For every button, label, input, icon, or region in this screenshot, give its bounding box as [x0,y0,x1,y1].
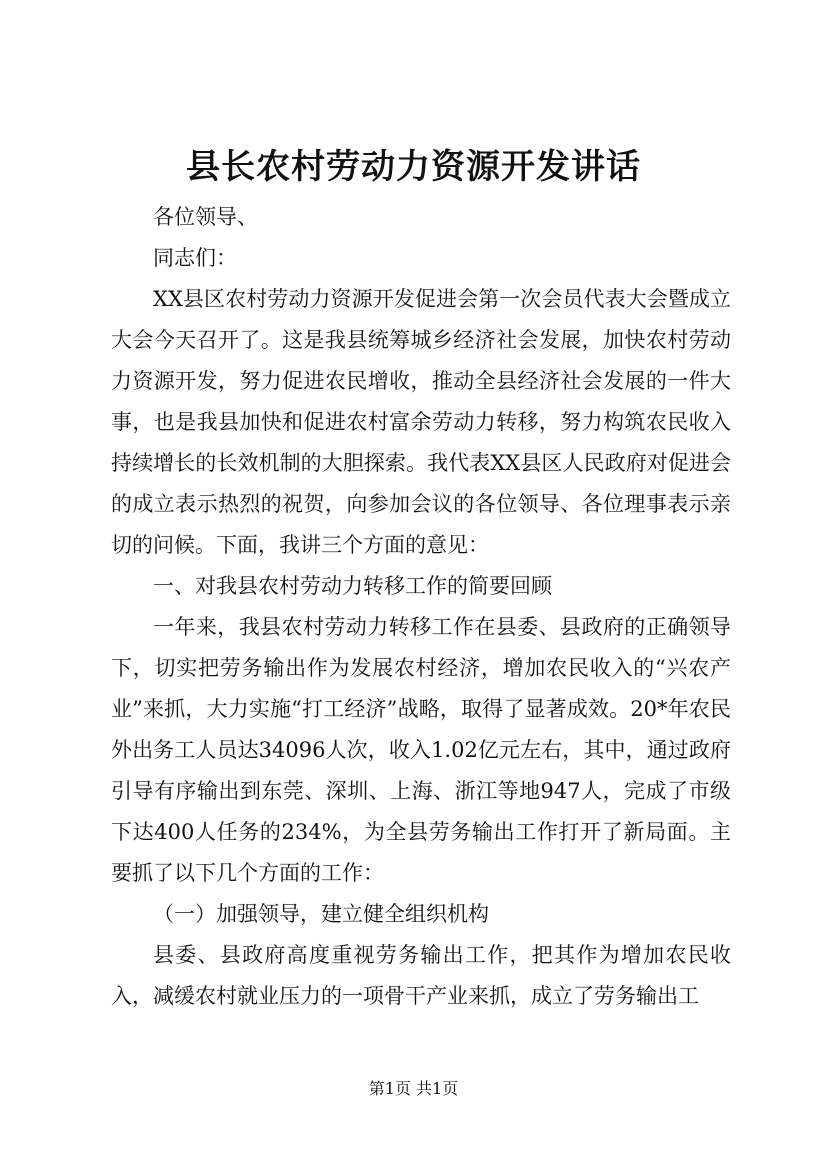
section-heading-1: 一、对我县农村劳动力转移工作的简要回顾 [153,574,552,598]
document-body [111,197,731,1017]
salutation-leaders: 各位领导、 [153,205,258,229]
page-number-footer: 第1页 共1页 [368,1079,459,1098]
paragraph-opening: XX县区农村劳动力资源开发促进会第一次会员代表大会暨成立大会今天召开了。这是我县统筹城乡经济社会发展，加快农村劳动力资源开发，努力促进农民增收，推动全县经济社会发展的一件大事，也是我县加快和促进农村富余劳动力转移，努力构筑农民收入持续增长的长效机制的大胆探索。我代表XX县区人民政府对促进会的成立表示热烈的祝贺，向参加会议的各位领导、各位理事表示亲切的问候。下面，我讲三个方面的意见： [111,287,731,557]
salutation-comrades: 同志们： [153,246,237,270]
paragraph-review: 一年来，我县农村劳动力转移工作在县委、县政府的正确领导下，切实把劳务输出作为发展农村经济，增加农民收入的“兴农产业”来抓，大力实施“打工经济”战略，取得了显著成效。20*年农民外出务工人员达34096人次，收入1.02亿元左右，其中，通过政府引导有序输出到东莞、深圳、上海、浙江等地947人，完成了市级下达400人任务的234%，为全县劳务输出工作打开了新局面。主要抓了以下几个方面的工作： [111,615,731,885]
paragraph-organization: 县委、县政府高度重视劳务输出工作，把其作为增加农民收入，减缓农村就业压力的一项骨干产业来抓，成立了劳务输出工 [111,943,731,1008]
subsection-heading-1: （一）加强领导，建立健全组织机构 [153,902,489,926]
document-title: 县长农村劳动力资源开发讲话 [186,147,641,187]
